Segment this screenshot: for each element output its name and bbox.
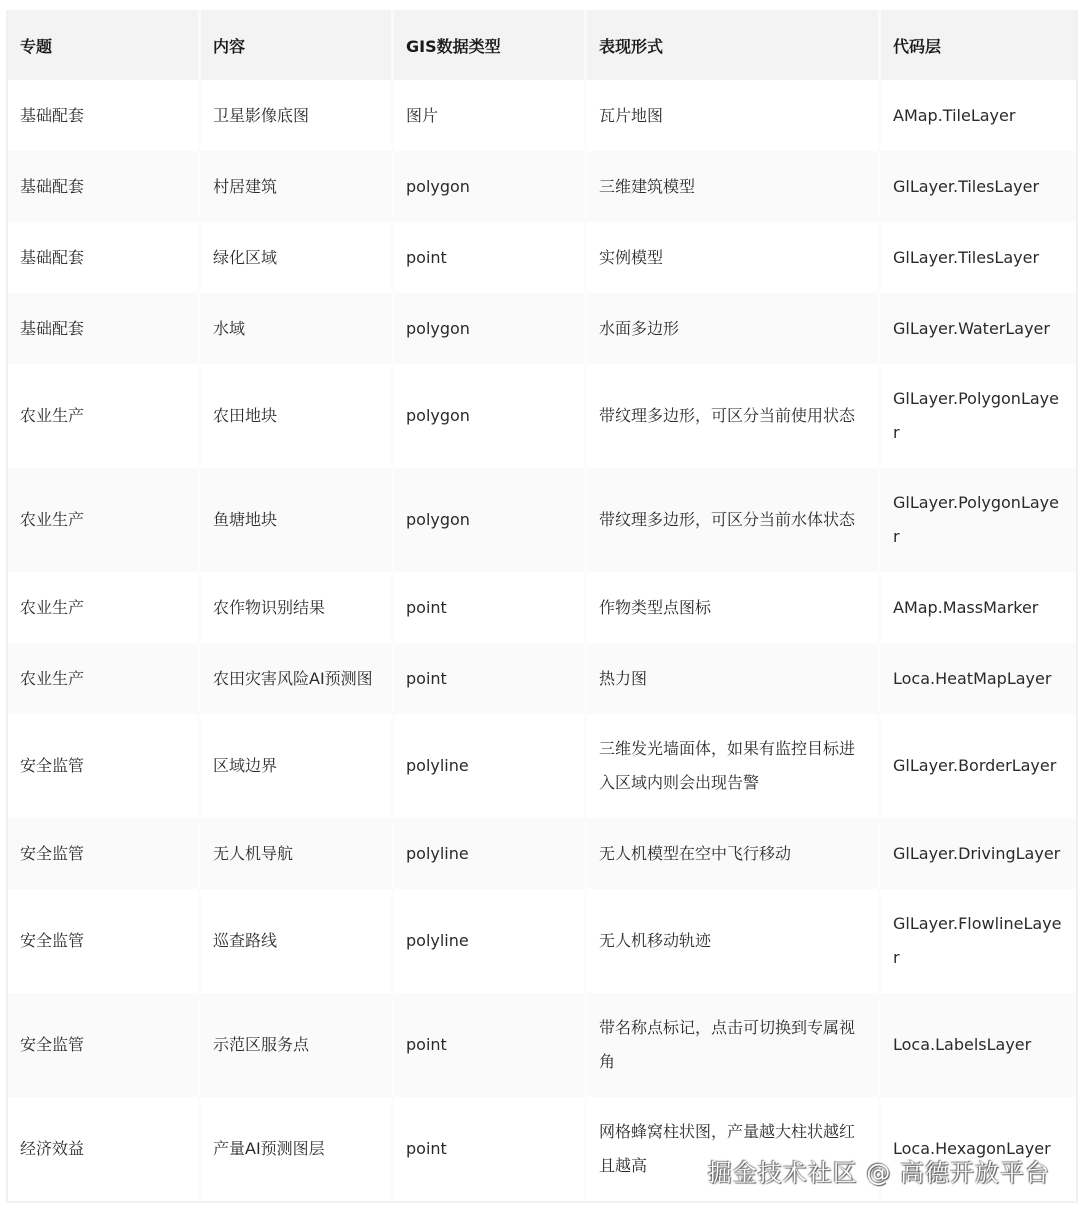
layer-table (8, 10, 1076, 1201)
cell-content: 巡查路线 (201, 889, 394, 993)
table-row (8, 714, 1076, 818)
cell-presentation: 带纹理多边形，可区分当前水体状态 (587, 468, 881, 572)
cell-topic: 基础配套 (8, 293, 201, 364)
table-row (8, 572, 1076, 643)
cell-content: 无人机导航 (201, 818, 394, 889)
cell-topic: 安全监管 (8, 993, 201, 1097)
cell-code-layer: GlLayer.TilesLayer (881, 222, 1076, 293)
watermark: 掘金技术社区 @ 高德开放平台 (707, 1159, 1050, 1187)
cell-code-layer: GlLayer.PolygonLayer (881, 364, 1076, 468)
cell-presentation: 三维建筑模型 (587, 151, 881, 222)
cell-gis-type: point (394, 993, 587, 1097)
header-gis-type: GIS数据类型 (394, 10, 587, 80)
cell-presentation: 水面多边形 (587, 293, 881, 364)
table-row (8, 151, 1076, 222)
cell-gis-type: polyline (394, 818, 587, 889)
cell-gis-type: point (394, 643, 587, 714)
table-row (8, 993, 1076, 1097)
cell-content: 农作物识别结果 (201, 572, 394, 643)
cell-topic: 基础配套 (8, 80, 201, 151)
header-content: 内容 (201, 10, 394, 80)
cell-presentation: 带名称点标记，点击可切换到专属视角 (587, 993, 881, 1097)
cell-content: 农田地块 (201, 364, 394, 468)
table-row (8, 80, 1076, 151)
table-row (8, 364, 1076, 468)
cell-content: 区域边界 (201, 714, 394, 818)
cell-presentation: 无人机移动轨迹 (587, 889, 881, 993)
cell-topic: 安全监管 (8, 818, 201, 889)
cell-content: 村居建筑 (201, 151, 394, 222)
cell-gis-type: polyline (394, 889, 587, 993)
cell-presentation: 带纹理多边形，可区分当前使用状态 (587, 364, 881, 468)
cell-gis-type: point (394, 222, 587, 293)
cell-code-layer: GlLayer.TilesLayer (881, 151, 1076, 222)
table-row (8, 468, 1076, 572)
header-presentation: 表现形式 (587, 10, 881, 80)
cell-gis-type: polygon (394, 151, 587, 222)
cell-content: 农田灾害风险AI预测图 (201, 643, 394, 714)
cell-gis-type: polyline (394, 714, 587, 818)
cell-presentation: 三维发光墙面体，如果有监控目标进入区域内则会出现告警 (587, 714, 881, 818)
layer-table-container (6, 10, 1078, 1203)
cell-gis-type: polygon (394, 468, 587, 572)
cell-presentation: 无人机模型在空中飞行移动 (587, 818, 881, 889)
cell-code-layer: Loca.HexagonLayer (881, 1097, 1076, 1201)
cell-gis-type: point (394, 572, 587, 643)
cell-gis-type: polygon (394, 293, 587, 364)
cell-topic: 安全监管 (8, 889, 201, 993)
cell-code-layer: AMap.TileLayer (881, 80, 1076, 151)
cell-topic: 农业生产 (8, 468, 201, 572)
cell-presentation: 作物类型点图标 (587, 572, 881, 643)
table-row (8, 222, 1076, 293)
cell-code-layer: GlLayer.FlowlineLayer (881, 889, 1076, 993)
cell-topic: 农业生产 (8, 572, 201, 643)
table-header-row (8, 10, 1076, 80)
cell-topic: 农业生产 (8, 364, 201, 468)
cell-gis-type: 图片 (394, 80, 587, 151)
table-row (8, 643, 1076, 714)
table-row (8, 889, 1076, 993)
cell-code-layer: GlLayer.BorderLayer (881, 714, 1076, 818)
cell-content: 绿化区域 (201, 222, 394, 293)
table-row (8, 293, 1076, 364)
cell-content: 示范区服务点 (201, 993, 394, 1097)
cell-presentation: 网格蜂窝柱状图，产量越大柱状越红且越高 (587, 1097, 881, 1201)
cell-content: 产量AI预测图层 (201, 1097, 394, 1201)
cell-gis-type: point (394, 1097, 587, 1201)
cell-presentation: 实例模型 (587, 222, 881, 293)
table-row (8, 818, 1076, 889)
header-topic: 专题 (8, 10, 201, 80)
cell-content: 鱼塘地块 (201, 468, 394, 572)
cell-topic: 基础配套 (8, 151, 201, 222)
cell-content: 卫星影像底图 (201, 80, 394, 151)
cell-presentation: 瓦片地图 (587, 80, 881, 151)
cell-code-layer: GlLayer.PolygonLayer (881, 468, 1076, 572)
cell-content: 水域 (201, 293, 394, 364)
cell-code-layer: GlLayer.DrivingLayer (881, 818, 1076, 889)
cell-topic: 农业生产 (8, 643, 201, 714)
cell-topic: 经济效益 (8, 1097, 201, 1201)
cell-topic: 基础配套 (8, 222, 201, 293)
cell-code-layer: Loca.LabelsLayer (881, 993, 1076, 1097)
cell-code-layer: Loca.HeatMapLayer (881, 643, 1076, 714)
cell-topic: 安全监管 (8, 714, 201, 818)
cell-gis-type: polygon (394, 364, 587, 468)
cell-code-layer: AMap.MassMarker (881, 572, 1076, 643)
header-code-layer: 代码层 (881, 10, 1076, 80)
cell-presentation: 热力图 (587, 643, 881, 714)
cell-code-layer: GlLayer.WaterLayer (881, 293, 1076, 364)
